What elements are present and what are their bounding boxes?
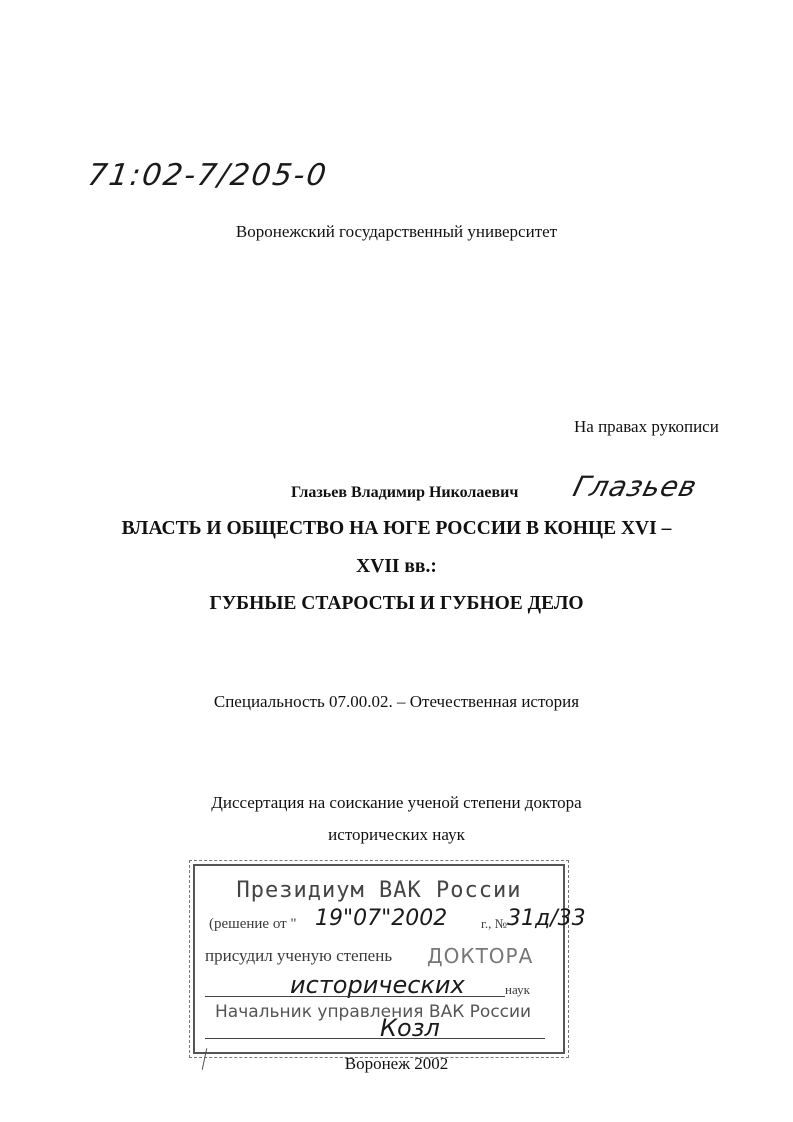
vak-stamp <box>193 864 586 1054</box>
author-name: Глазьев Владимир Николаевич <box>291 484 519 501</box>
stamp-chief-text: Начальник управления ВАК России <box>215 1002 532 1022</box>
catalog-number-handwritten: 71:02-7/205-0 <box>85 158 331 193</box>
rights-note: На правах рукописи <box>574 417 719 436</box>
title-line-1: ВЛАСТЬ И ОБЩЕСТВО НА ЮГЕ РОССИИ В КОНЦЕ XVI – <box>121 518 672 539</box>
title-line-3: ГУБНЫЕ СТАРОСТЫ И ГУБНОЕ ДЕЛО <box>209 593 584 614</box>
stamp-title: Президиум ВАК России <box>236 878 522 903</box>
stamp-sciences-label: наук <box>505 982 530 997</box>
degree-line-1: Диссертация на соискание ученой степени доктора <box>211 793 582 812</box>
stamp-number-prefix: г., № <box>481 916 508 931</box>
stamp-decision-label: (решение от " <box>209 916 297 932</box>
degree-line-2: исторических наук <box>328 825 465 844</box>
title-line-2: XVII вв.: <box>356 556 437 577</box>
author-signature: Глазьев <box>569 470 701 503</box>
stamp-chief-signature: Козл <box>380 1014 440 1042</box>
stamp-degree-printed: ДОКТОРА <box>427 944 534 968</box>
stamp-field-underline <box>205 996 505 997</box>
city-year: Воронеж 2002 <box>344 1054 449 1073</box>
specialty: Специальность 07.00.02. – Отечественная история <box>213 692 580 711</box>
stamp-awarded-text: присудил ученую степень <box>205 946 393 965</box>
stamp-field-handwritten: исторических <box>290 971 465 999</box>
stamp-number-handwritten: 31д/33 <box>507 906 586 931</box>
stamp-date-handwritten: 19"07"2002 <box>315 906 448 931</box>
university-name: Воронежский государственный университет <box>235 222 558 241</box>
stamp-signature-underline <box>205 1038 545 1039</box>
